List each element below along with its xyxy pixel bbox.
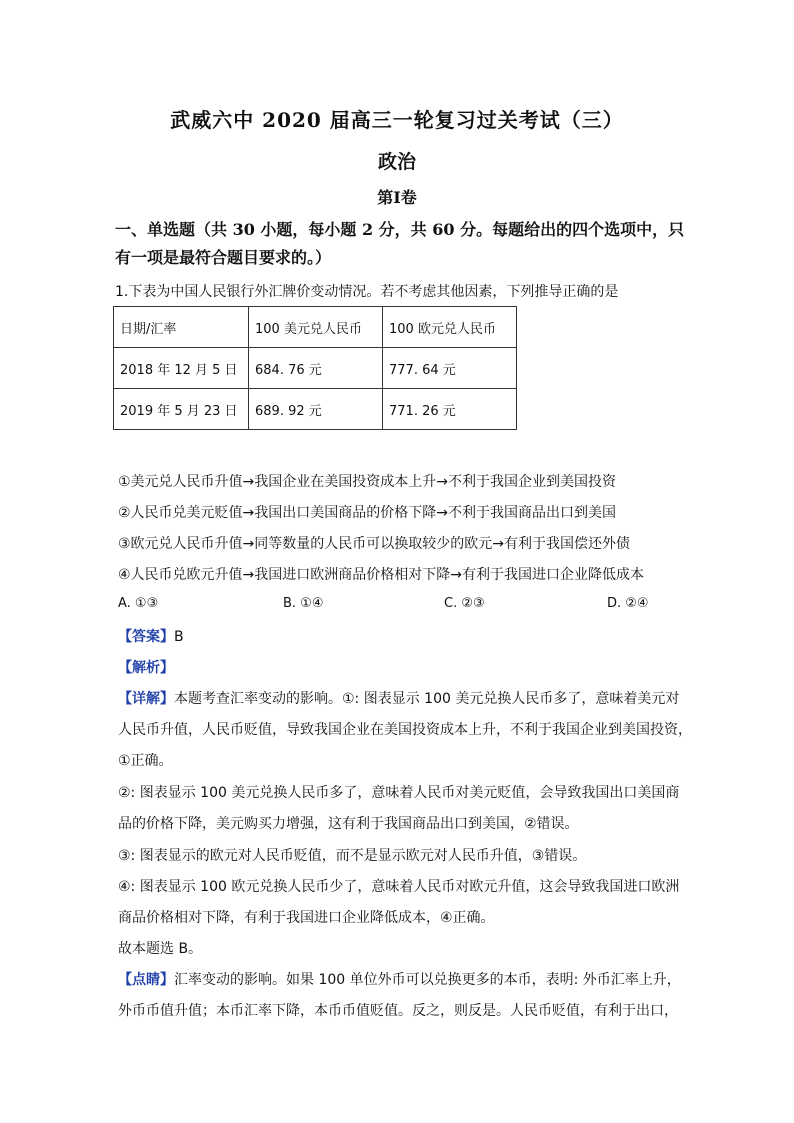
table-header-cell: 100 美元兑人民币 [249, 307, 383, 348]
choice-b: B. ①④ [283, 596, 324, 611]
note-line [118, 969, 684, 989]
table-cell: 689. 92 元 [249, 389, 383, 430]
note-text: 汇率变动的影响。如果 100 单位外币可以兑换更多的本币，表明: 外币汇率上升， [174, 972, 681, 988]
section-heading: 一、单选题（共 30 小题，每小题 2 分，共 60 分。每题给出的四个选项中，只有一项是最符合题目要求的。） [115, 220, 685, 267]
statement-1: ①美元兑人民币升值→我国企业在美国投资成本上升→不利于我国企业到美国投资 [118, 474, 617, 490]
table-cell: 684. 76 元 [249, 348, 383, 389]
table-header-cell: 100 欧元兑人民币 [383, 307, 517, 348]
table-cell: 2018 年 12 月 5 日 [114, 348, 249, 389]
table-row [114, 348, 517, 389]
table-cell: 771. 26 元 [383, 389, 517, 430]
statement-2: ②人民币兑美元贬值→我国出口美国商品的价格下降→不利于我国商品出口到美国 [118, 505, 617, 521]
analysis-line: 商品价格相对下降，有利于我国进口企业降低成本，④正确。 [118, 910, 495, 926]
exam-title: 武威六中 2020 届高三一轮复习过关考试（三） [170, 108, 624, 132]
analysis-line: 故本题选 B。 [118, 941, 203, 957]
analysis-line: ③: 图表显示的欧元对人民币贬值，而不是显示欧元对人民币升值，③错误。 [118, 848, 587, 864]
analysis-line: ①正确。 [118, 753, 173, 769]
answer-line [118, 626, 684, 646]
table-header-row [114, 307, 517, 348]
analysis-heading [118, 657, 684, 677]
choice-c: C. ②③ [444, 596, 485, 611]
analysis-line [118, 688, 684, 708]
analysis-text: 本题考查汇率变动的影响。①: 图表显示 100 美元兑换人民币多了，意味着美元对 [174, 691, 680, 707]
statement-3: ③欧元兑人民币升值→同等数量的人民币可以换取较少的欧元→有利于我国偿还外债 [118, 536, 631, 552]
answer-label: 【答案】 [118, 629, 174, 645]
subject-title: 政治 [377, 151, 416, 173]
exchange-rate-table [113, 306, 517, 430]
table-row [114, 389, 517, 430]
choice-d: D. ②④ [607, 596, 649, 611]
question-stem: 1.下表为中国人民银行外汇牌价变动情况。若不考虑其他因素，下列推导正确的是 [115, 284, 619, 300]
choice-a: A. ①③ [118, 596, 159, 611]
analysis-line: ②: 图表显示 100 美元兑换人民币多了，意味着人民币对美元贬值，会导致我国出口美国商 [118, 785, 680, 801]
analysis-line: 品的价格下降，美元购买力增强，这有利于我国商品出口到美国，②错误。 [118, 816, 579, 832]
answer-value: B [174, 629, 184, 645]
detail-label: 【详解】 [118, 691, 174, 707]
note-line: 外币币值升值；本币汇率下降，本币币值贬值。反之，则反是。人民币贬值，有利于出口， [118, 1003, 678, 1019]
analysis-line: 人民币升值，人民币贬值，导致我国企业在美国投资成本上升，不利于我国企业到美国投资， [118, 722, 692, 738]
analysis-label: 【解析】 [118, 660, 174, 676]
table-cell: 2019 年 5 月 23 日 [114, 389, 249, 430]
note-label: 【点睛】 [118, 972, 174, 988]
analysis-line: ④: 图表显示 100 欧元兑换人民币少了，意味着人民币对欧元升值，这会导致我国进口欧洲 [118, 879, 680, 895]
volume-title: 第Ⅰ卷 [377, 188, 417, 207]
statement-4: ④人民币兑欧元升值→我国进口欧洲商品价格相对下降→有利于我国进口企业降低成本 [118, 567, 645, 583]
table-header-cell: 日期/汇率 [114, 307, 249, 348]
table-cell: 777. 64 元 [383, 348, 517, 389]
